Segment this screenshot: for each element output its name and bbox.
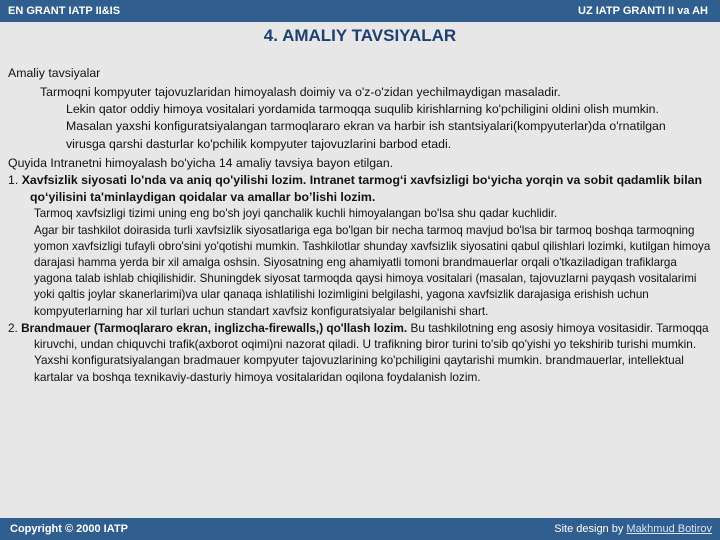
- item-1-body: [0, 206, 720, 319]
- item-2-body: Bu tashkilotning eng asosiy himoya vositasidir. Tarmoqqa kiruvchi, undan chiquvchi trafik(axborot oqimi)ni nazorat qiladi. U trafikning biror turini to'sib qo'yishi yo tekshirib turishi mumkin. Yaxshi konfiguratsiyalangan bradmauer kompyuter tajovuzlarining ko'pchiligini qaytarishi mumkin. brandmauerlar, intellektual kartalar va boshqa texnikaviy-dasturiy himoya vositalaridan oqilona foydalanish lozim.: [34, 320, 709, 384]
- copyright-text: Copyright © 2000 IATP: [10, 523, 128, 535]
- page-title: 4. AMALIY TAVSIYALAR: [263, 26, 457, 45]
- section-heading: Amaliy tavsiyalar: [8, 66, 101, 80]
- header-right-text: UZ IATP GRANTI II va AH: [578, 5, 708, 17]
- item-1-heading: [0, 172, 720, 206]
- item-2: [0, 320, 720, 385]
- header-bar: [0, 0, 720, 22]
- header-left-text: EN GRANT IATP II&IS: [8, 5, 121, 17]
- item-1-body-rest: Agar bir tashkilot doirasida turli xavfsizlik siyosatlariga ega bo'lgan bir necha tarmoq mavjud bo'lsa bir tarmoq boshqa tarmoqning yomon xavfsizligi tufayli obro'sini yo'qotishi mumkin. Tashkilotlar shunday xavfsizlik siyosatini qabul qilishlari lozimki, kutilgan himoya darajasi hamma yerda bir xil amalga oshsin. Siyosatning eng ahamiyatli tomoni brandmauerlar orqali o'tkaziladigan trafiklarga yagona talab ishlab chiqilishidir. Shuningdek siyosat tarmoqda qaysi himoya vositalari (masalan, tajovuzlarni payqash vositalarimi yoki qaltis joylar skanerlarimi)va ular qanaqa ishlatilishi lozimligini belgilashi, yagona xavfsizlik darajasiga erishish uchun kompyuterlarning har xil turlari uchun standart xavfsiz konfiguratsiyalar belgilanishi shart.: [34, 223, 711, 318]
- item-2-heading-text: Brandmauer (Tarmoqlararo ekran, inglizcha-firewalls,) qo'llash lozim.: [21, 320, 408, 335]
- footer-bar: [0, 518, 720, 540]
- intro-rest: Lekin qator oddiy himoya vositalari yordamida tarmoqqa suqulib kirishlarning ko'pchiligini oldini olish mumkin. Masalan yaxshi konfiguratsiyalangan tarmoqlararo ekran va harbir ish stantsiyalari(kompyuterlar)da o'rnatilgan virusga qarshi dasturlar ko'pchilik kompyuter tajovuzlarini barbod etadi.: [66, 102, 666, 151]
- intro-paragraph: [0, 84, 720, 153]
- item-1-number: 1.: [8, 173, 19, 188]
- author-link[interactable]: Makhmud Botirov: [626, 523, 712, 535]
- site-design-prefix: Site design by: [554, 523, 627, 535]
- intro-first-line: Tarmoqni kompyuter tajovuzlaridan himoyalash doimiy va o'z-o'zidan yechilmaydigan masaladir.: [40, 85, 561, 99]
- item-2-number: 2.: [8, 320, 18, 335]
- item-1-body-first: Tarmoq xavfsizligi tizimi uning eng bo'sh joyi qanchalik kuchli himoyalangan bo'lsa shu qadar kuchlidir.: [34, 207, 558, 221]
- lead-sentence: Quyida Intranetni himoyalash bo'yicha 14 amaliy tavsiya bayon etilgan.: [8, 155, 394, 170]
- site-credit: [554, 523, 712, 535]
- item-1-heading-text: Xavfsizlik siyosati lo'nda va aniq qo'yilishi lozim. Intranet tarmog‘i xavfsizligi bo‘yicha yorqin va sobit qadamlik bilan qo‘yilisini ta'minlaydigan qoidalar va amallar bo’lishi lozim.: [21, 173, 702, 205]
- document-body: [0, 62, 720, 517]
